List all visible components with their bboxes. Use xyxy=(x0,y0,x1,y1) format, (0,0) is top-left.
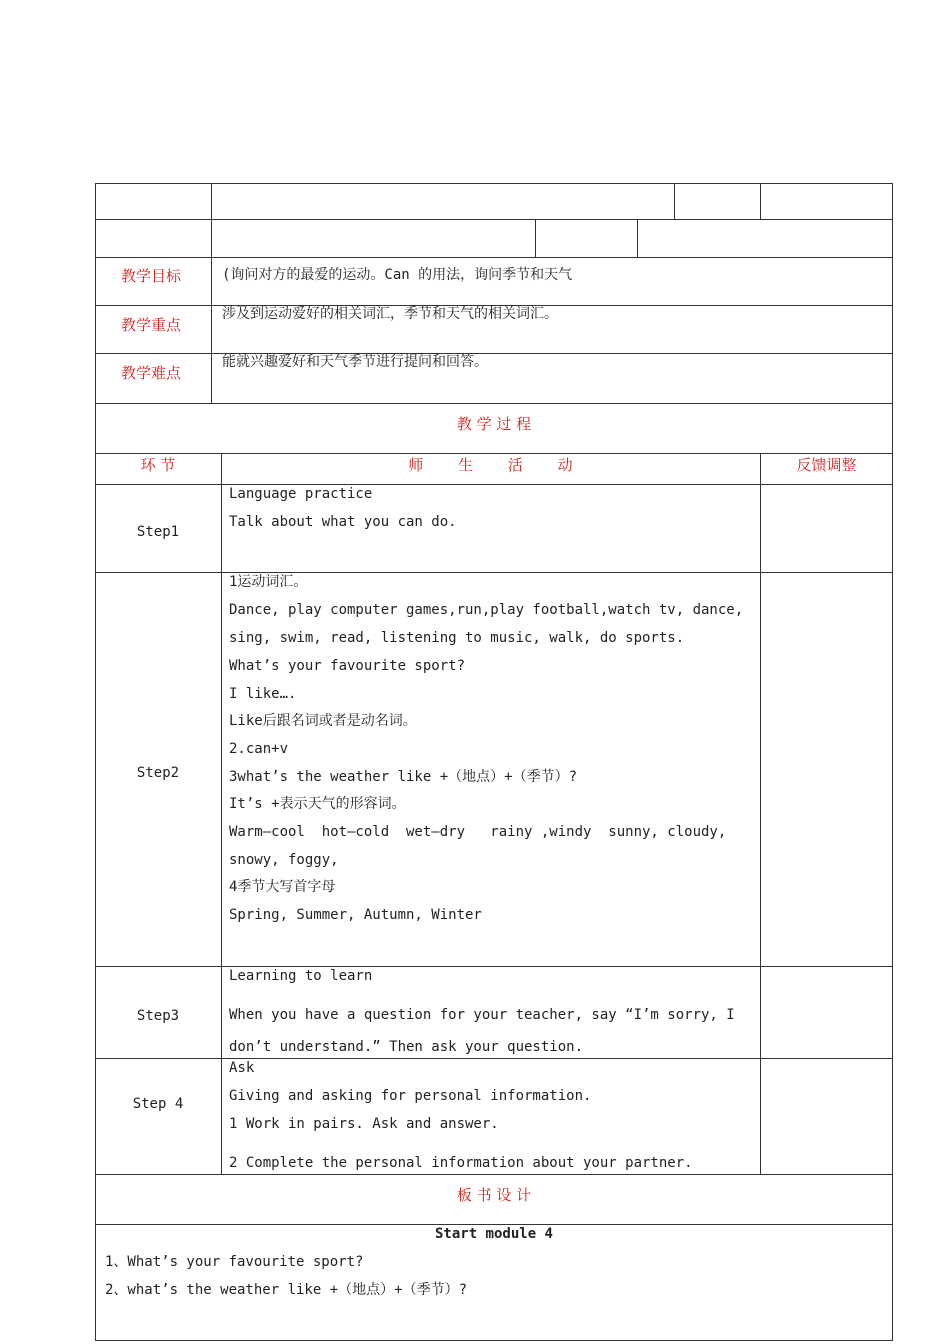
difficult-text: 能就兴趣爱好和天气季节进行提问和回答。 xyxy=(222,354,488,370)
col-stage-header: 环 节 xyxy=(140,456,176,474)
step2-line: Like后跟名词或者是动名词。 xyxy=(229,713,417,729)
step4-line: 2 Complete the personal information about your partner. xyxy=(229,1155,693,1171)
goal-label: 教学目标 xyxy=(121,267,182,285)
step3-line: When you have a question for your teacher, say “I’m sorry, I xyxy=(229,1007,735,1023)
step2-line: snowy, foggy, xyxy=(229,852,339,868)
step2-line: I like…. xyxy=(229,686,297,702)
step3-line: don’t understand.” Then ask your question. xyxy=(229,1039,584,1055)
board-title: 板 书 设 计 xyxy=(456,1186,532,1204)
step4-line: Giving and asking for personal information. xyxy=(229,1088,592,1104)
col-feedback-header: 反馈调整 xyxy=(796,456,857,474)
process-title: 教 学 过 程 xyxy=(456,415,532,433)
step2-line: It’s +表示天气的形容词。 xyxy=(229,796,406,812)
step2-line: What’s your favourite sport? xyxy=(229,658,466,674)
key-text: 涉及到运动爱好的相关词汇，季节和天气的相关词汇。 xyxy=(222,306,558,322)
step4-label: Step 4 xyxy=(132,1096,184,1112)
step1-label: Step1 xyxy=(136,524,180,540)
step3-line: Learning to learn xyxy=(229,968,373,984)
key-label: 教学重点 xyxy=(121,316,182,334)
difficult-label: 教学难点 xyxy=(121,364,182,382)
board-line-2: 2、what’s the weather like +（地点）+（季节）? xyxy=(105,1282,468,1298)
col-activity-header: 师 生 活 动 xyxy=(408,456,573,474)
step4-line: Ask xyxy=(229,1060,255,1076)
step2-line: sing, swim, read, listening to music, walk, do sports. xyxy=(229,630,685,646)
step2-line: Warm—cool hot—cold wet—dry rainy ,windy sunny, cloudy, xyxy=(229,824,727,840)
goal-text: (询问对方的最爱的运动。Can 的用法，询问季节和天气 xyxy=(222,267,573,283)
board-heading: Start module 4 xyxy=(434,1226,553,1242)
step2-line: Spring, Summer, Autumn, Winter xyxy=(229,907,482,923)
step2-line: Dance, play computer games,run,play football,watch tv, dance, xyxy=(229,602,744,618)
step2-line: 3what’s the weather like +（地点）+（季节）? xyxy=(229,769,578,785)
step4-line: 1 Work in pairs. Ask and answer. xyxy=(229,1116,499,1132)
board-line-1: 1、What’s your favourite sport? xyxy=(105,1254,364,1270)
step1-line: Language practice xyxy=(229,486,373,502)
step2-line: 1运动词汇。 xyxy=(229,574,308,590)
step2-line: 4季节大写首字母 xyxy=(229,879,336,895)
step2-label: Step2 xyxy=(136,765,180,781)
step1-line: Talk about what you can do. xyxy=(229,514,457,530)
step2-line: 2.can+v xyxy=(229,741,289,757)
step3-label: Step3 xyxy=(136,1008,180,1024)
